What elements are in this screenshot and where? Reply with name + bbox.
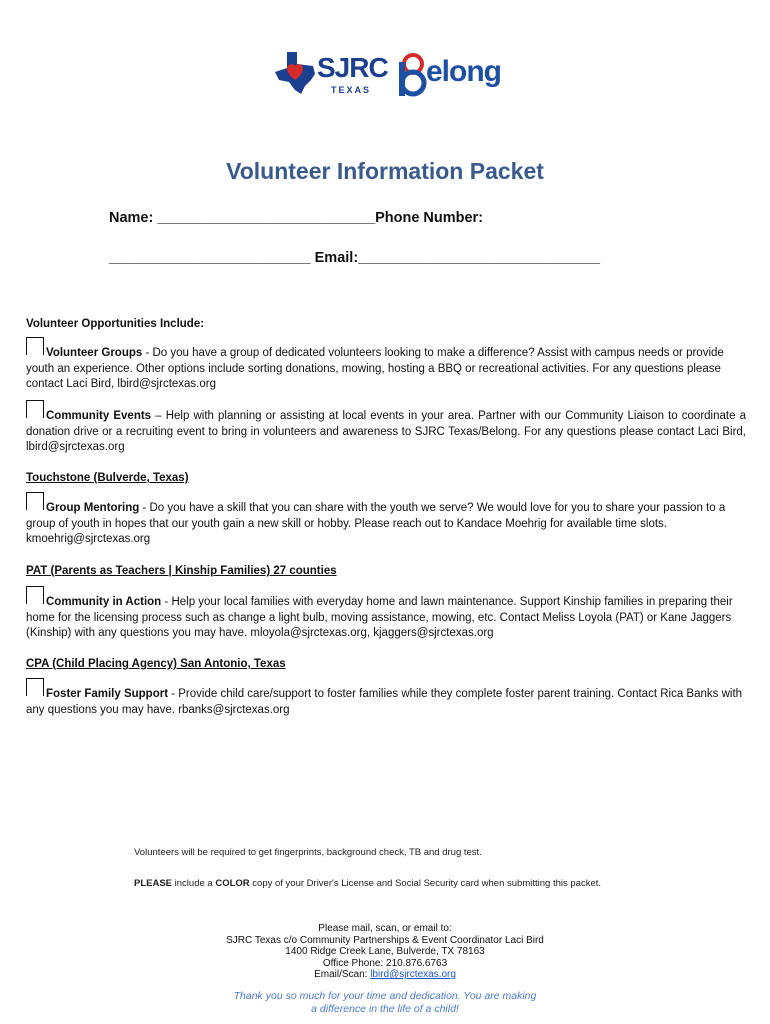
- name-phone-line[interactable]: Name: ___________________________Phone Number:: [109, 210, 484, 226]
- opportunity-community-events: [26, 409, 746, 456]
- address-line-2: 1400 Ridge Creek Lane, Bulverde, TX 78163: [285, 946, 485, 957]
- requirements-note: Volunteers will be required to get fingerprints, background check, TB and drug test.: [134, 847, 482, 858]
- opportunity-group-mentoring: [26, 501, 746, 548]
- opportunity-volunteer-groups: [26, 346, 746, 393]
- section-touchstone: Touchstone (Bulverde, Texas): [26, 472, 189, 484]
- thank-you-note: [0, 990, 770, 1015]
- item-text: - Do you have a group of dedicated volunteers looking to make a difference? Assist with campus needs or provide youth an experience. Other options include sorting donations, mowing, hosting a BBQ or recreational activities. For any questions please contact Laci Bird, lbird@sjrctexas.org: [26, 347, 724, 390]
- checkbox[interactable]: [26, 586, 44, 604]
- thanks-line-2: a difference in the life of a child!: [311, 1002, 459, 1015]
- opportunities-heading: Volunteer Opportunities Include:: [26, 318, 205, 330]
- belong-figure-icon: [398, 52, 428, 98]
- include-text: include a: [172, 878, 216, 889]
- sjrc-logo: [273, 48, 388, 100]
- logo-row: [0, 48, 770, 100]
- checkbox[interactable]: [26, 492, 44, 510]
- address-line-1: SJRC Texas c/o Community Partnerships & Event Coordinator Laci Bird: [226, 934, 544, 946]
- item-text: - Do you have a skill that you can share with the youth we serve? We would love for you to share your passion to a group of youth in hopes that our youth gain a new skill or hobby. Please reach out to Kandace Moehrig for available time slots. kmoehrig@sjrctexas.org: [26, 502, 726, 545]
- please-label: PLEASE: [134, 878, 173, 889]
- item-text: – Help with planning or assisting at local events in your area. Partner with our Community Liaison to coordinate a donation drive or a recruiting event to bring in volunteers and awareness to SJRC Texas/Belong. For any questions please contact Laci Bird, lbird@sjrctexas.org: [26, 410, 746, 453]
- sjrc-wordmark: SJRC: [317, 52, 388, 83]
- color-label: COLOR: [215, 878, 250, 889]
- sjrc-texas-label: TEXAS: [331, 85, 372, 95]
- item-text: - Provide child care/support to foster families while they complete foster parent training. Contact Rica Banks with any questions you may have. rbanks@sjrctexas.org: [26, 688, 743, 716]
- email-link[interactable]: lbird@sjrctexas.org: [370, 969, 456, 980]
- copy-text: copy of your Driver's License and Social Security card when submitting this packet.: [249, 878, 602, 889]
- office-phone: Office Phone: 210.876.6763: [322, 957, 448, 969]
- email-line[interactable]: _________________________ Email:______________________________: [109, 250, 601, 266]
- checkbox[interactable]: [26, 400, 44, 418]
- checkbox[interactable]: [26, 337, 44, 355]
- mailing-info: [0, 923, 770, 981]
- opportunity-foster-family-support: [26, 687, 746, 718]
- email-scan-line: [0, 969, 770, 981]
- opportunity-community-in-action: [26, 595, 746, 642]
- belong-wordmark: elong: [426, 55, 501, 88]
- item-title: Foster Family Support: [46, 688, 169, 700]
- item-title: Community Events: [46, 410, 152, 422]
- document-note: [134, 877, 654, 890]
- checkbox[interactable]: [26, 678, 44, 696]
- page-title: Volunteer Information Packet: [226, 158, 544, 184]
- texas-heart-icon: [273, 50, 319, 96]
- email-label: Email/Scan:: [314, 969, 371, 980]
- thanks-line-1: Thank you so much for your time and dedication. You are making: [233, 990, 537, 1002]
- send-line: Please mail, scan, or email to:: [318, 923, 452, 934]
- item-title: Community in Action: [46, 596, 162, 608]
- belong-logo: [398, 52, 510, 98]
- item-title: Volunteer Groups: [46, 347, 143, 359]
- item-title: Group Mentoring: [46, 502, 140, 514]
- section-cpa: CPA (Child Placing Agency) San Antonio, Texas: [26, 658, 286, 670]
- section-pat: PAT (Parents as Teachers | Kinship Families) 27 counties: [26, 565, 337, 577]
- item-text: - Help your local families with everyday home and lawn maintenance. Support Kinship families in preparing their home for the licensing process such as change a light bulb, moving assistance, mowing, etc. Contact Meliss Loyola (PAT) or Kane Jaggers (Kinship) with any questions you may have. mloyola@sjrctexas.org, kjaggers@sjrctexas.org: [26, 596, 733, 639]
